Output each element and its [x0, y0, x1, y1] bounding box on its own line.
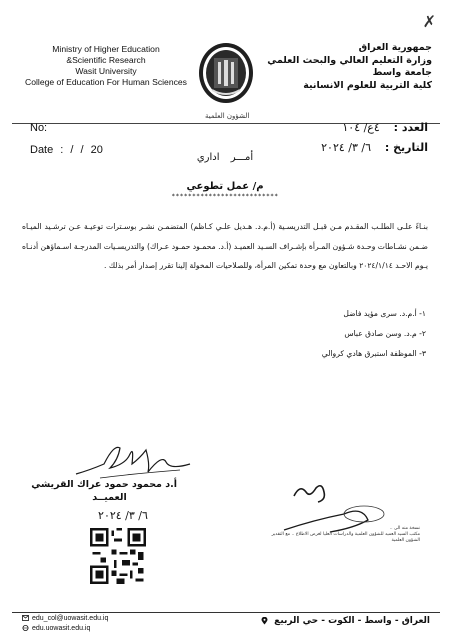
email-icon — [22, 615, 29, 621]
website-row — [22, 624, 108, 634]
university-ar: جامعة واسط — [372, 67, 432, 78]
list-item: ٢- م.د. وسن صادق عباس — [344, 329, 426, 338]
globe-icon — [22, 625, 29, 631]
order-title: أمـــر اداري — [196, 152, 254, 163]
subject-line: م/ عمل تطوعي — [186, 181, 264, 192]
header-arabic — [267, 42, 432, 92]
check-mark-icon: ✗ — [422, 12, 436, 31]
copy-line: مكتب السيد العميد للشؤون العلمية والدراسات العليا لغرض الاطلاع .. مع التقدير — [271, 532, 420, 537]
number-ar-value: ٤ع/ ١٠٤ — [342, 121, 380, 134]
number-label-en: No: — [30, 122, 48, 134]
letter-body — [22, 217, 428, 276]
university-en: Wasit University — [75, 66, 137, 76]
college-en: College of Education For Human Sciences — [25, 77, 187, 87]
location-pin-icon — [261, 617, 268, 625]
date-ar — [321, 141, 428, 154]
footer-contacts — [22, 614, 108, 634]
header-english — [22, 44, 190, 88]
research-en: &Scientific Research — [66, 55, 146, 65]
date-ar-value: ٦/ ٣/ ٢٠٢٤ — [321, 141, 372, 154]
number-ar-label: العدد : — [393, 121, 428, 134]
list-item: ١- أ.م.د. سرى مؤيد فاضل — [343, 309, 426, 318]
republic-ar: جمهورية العراق — [358, 42, 432, 53]
ministry-ar: وزارة التعليم العالي والبحث العلمي — [267, 54, 432, 66]
college-ar: كلية التربية للعلوم الانسانية — [303, 79, 432, 91]
address-text: العراق - واسط - الكوت - حي الربيع — [274, 616, 430, 626]
dean-title: العميــد — [92, 492, 127, 503]
university-logo — [196, 40, 256, 106]
body-paragraph: بنـاءً علـى الطلـب المقـدم مـن قبـل التدريسـية (أ.م.د. هـديل علـي كـاظم) المتضمـن نشـر بوسـترات توعيـة عـن ترشـيد الميـاه ضـمن نشـاطات وحـدة شـؤون المـرأة بإشـراف السـيد العميـد (أ.د. محمـود حمـود عـراك) والتدريسـيات المدرجـة اسـماؤهن أدنـاه يـوم الاحـد ٢٠٢٤/١/١٤ وبالتعاون مع وحدة تمكين المرأة، وللصلاحيات المخولة إلينا تقرر إصدار أمر بذلك . — [22, 222, 428, 270]
dean-name: أ.د محمود حمود عراك القريشي — [31, 479, 177, 490]
website-link[interactable]: edu.uowasit.edu.iq — [32, 625, 91, 632]
signature-block — [31, 478, 177, 504]
ministry-en: Ministry of Higher Education — [52, 44, 160, 54]
signature-date: ٦/ ٣/ ٢٠٢٤ — [98, 509, 148, 522]
list-item: ٣- الموظفة استبرق هادي كروالي — [321, 349, 426, 358]
copy-line: الشؤون العلمية — [391, 538, 420, 543]
number-ar — [342, 121, 428, 134]
stars-divider: ************************** — [171, 193, 279, 200]
copy-line: نسخة منه الى .. — [389, 526, 420, 531]
copy-to-note — [250, 526, 420, 544]
footer-divider — [12, 612, 440, 613]
date-label-en: Date : / / 20 — [30, 144, 103, 156]
staff-list — [322, 304, 426, 364]
qr-code[interactable] — [90, 528, 146, 584]
department-label: الشؤون العلمية — [205, 112, 250, 120]
email-row — [22, 614, 108, 624]
email-text[interactable]: edu_col@uowasit.edu.iq — [32, 615, 109, 622]
footer-address — [261, 616, 430, 626]
date-ar-label: التاريخ : — [384, 141, 428, 154]
